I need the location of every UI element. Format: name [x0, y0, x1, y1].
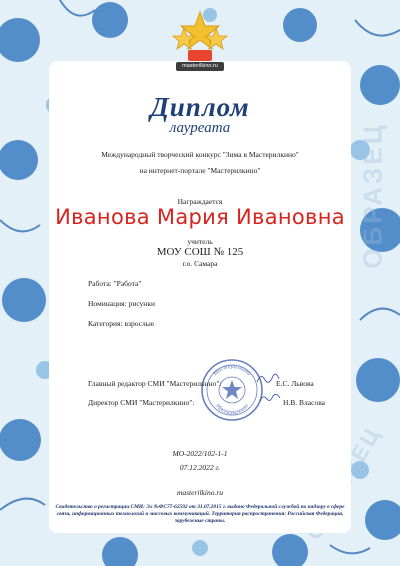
signature-name-editor: Е.С. Львова [276, 379, 314, 388]
signature-name-director: Н.В. Власова [283, 398, 325, 407]
stamp-top-text: Мастерилкино [212, 363, 252, 378]
signature-title-editor: Главный редактор СМИ "Мастерилкино": [88, 379, 222, 388]
contest-line-1: Международный творческий конкурс "Зима в Мастерилкино" [101, 150, 299, 159]
field-value: рисунки [128, 299, 155, 308]
field-work [88, 279, 141, 288]
recipient-school: МОУ СОШ № 125 [156, 246, 244, 258]
awarded-label: Награждается [177, 197, 223, 206]
handwritten-signature [258, 391, 282, 405]
field-nomination [88, 299, 155, 308]
stamp-seal [200, 358, 264, 422]
stamp-bottom-text: Мастерилкино [214, 402, 250, 417]
contest-line-2: на интернет-портале "Мастерилкино" [139, 166, 261, 175]
site-url: masterilkino.ru [176, 488, 224, 497]
recipient-city: г.о. Самара [182, 259, 218, 268]
recipient-name: Иванова Мария Ивановна [55, 205, 345, 229]
site-badge: masterilkino.ru [176, 62, 224, 71]
field-value: взрослые [124, 319, 155, 328]
field-label: Категория: [88, 319, 123, 328]
field-label: Работа: [88, 279, 112, 288]
watermark-right: ОБРАЗЕЦ [357, 122, 388, 269]
signature-title-director: Директор СМИ "Мастерилкино": [88, 398, 195, 407]
field-value: "Работа" [113, 279, 142, 288]
field-label: Номинация: [88, 299, 127, 308]
diploma-title: Диплом [150, 92, 250, 122]
field-category [88, 319, 154, 328]
document-number: МО-2022/102-1-1 [172, 449, 228, 458]
star-logo-icon [172, 10, 228, 70]
registration-footer: Свидетельство о регистрации СМИ: Эл №ФС77-62592 от 31.07.2015 г. выдано Федеральной службой по надзору в сфере связи, информационных технологий и массовых коммуникаций. Территория распространения: Российская Федерация, зарубежные страны. [55, 504, 345, 524]
recipient-role: учитель [187, 237, 213, 246]
document-date: 07.12.2022 г. [179, 463, 221, 472]
diploma-subtitle: лауреата [169, 120, 231, 136]
handwritten-signature [255, 370, 281, 386]
